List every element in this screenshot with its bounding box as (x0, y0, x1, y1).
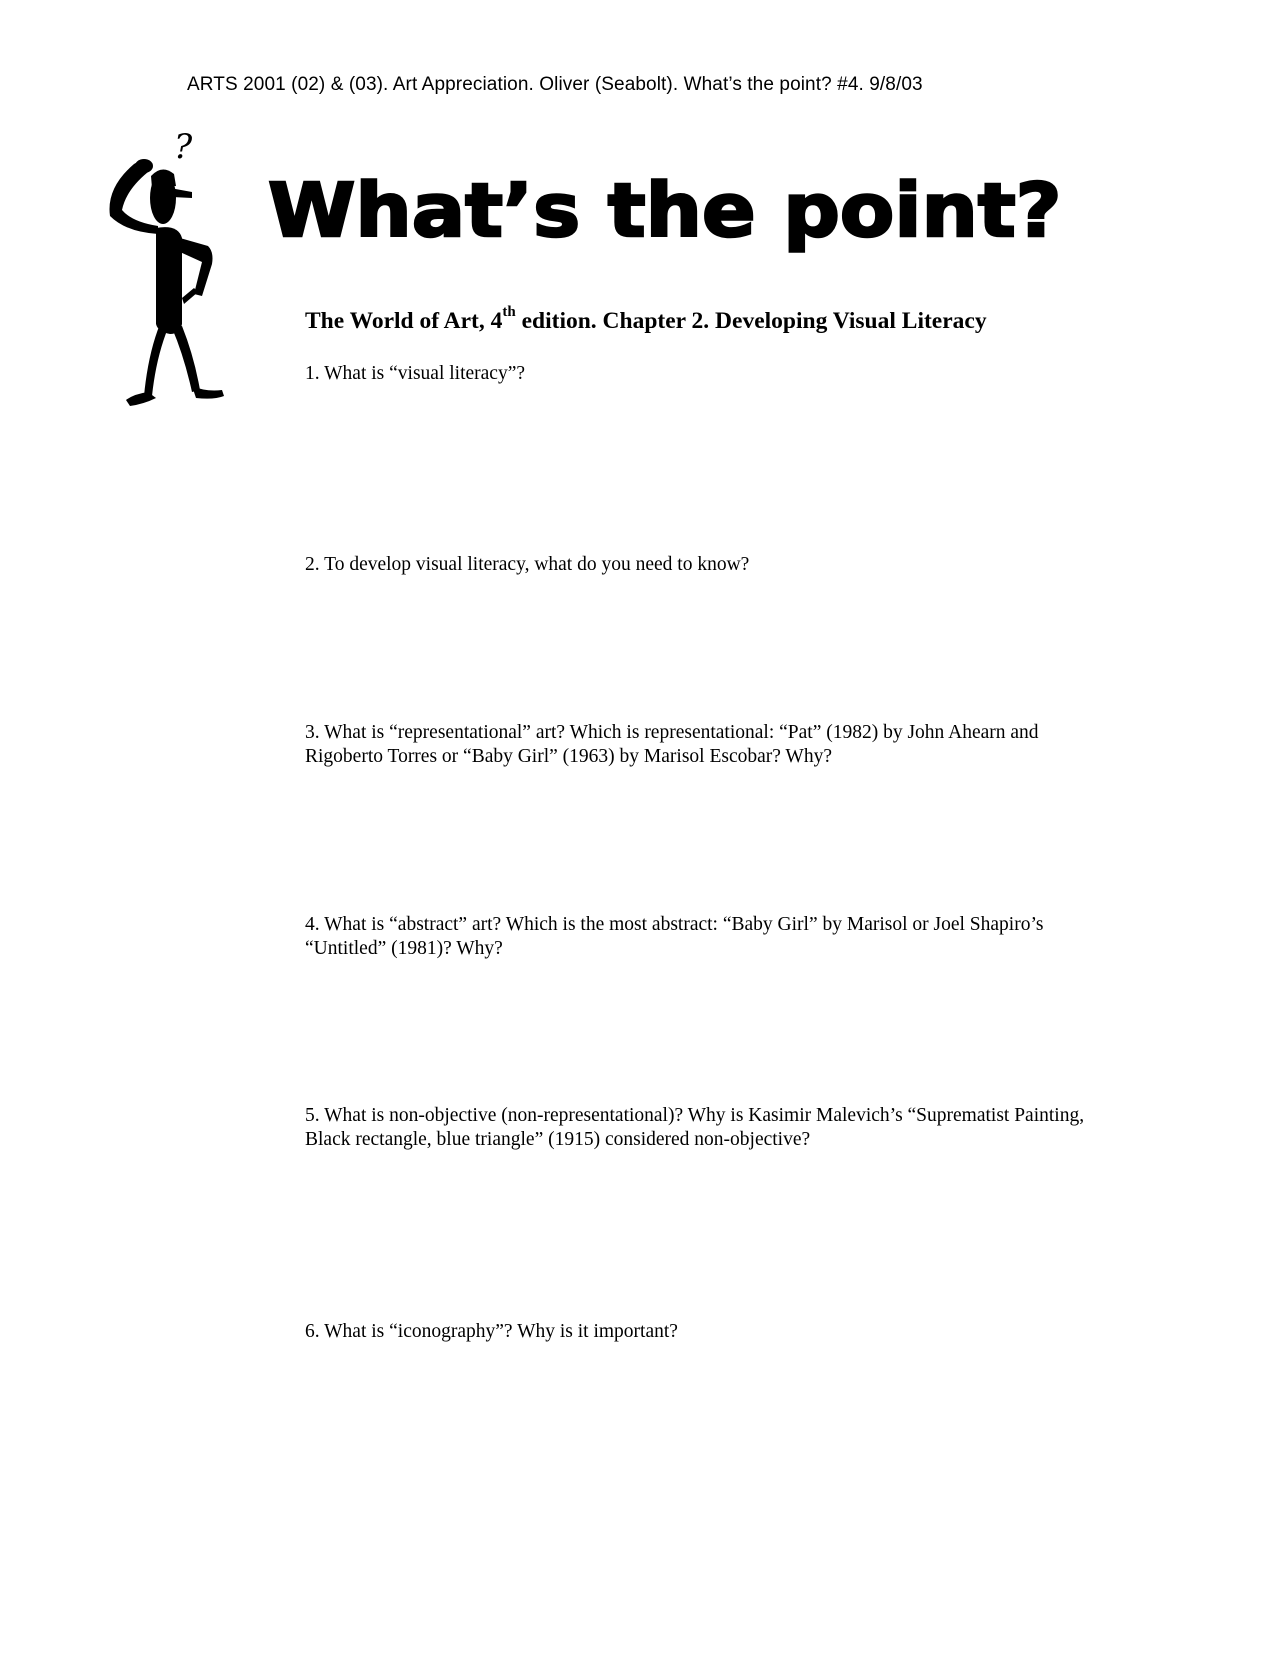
page-title: What’s the point? (268, 168, 1062, 254)
subtitle-superscript: th (502, 304, 516, 320)
subtitle-text-rest: edition. Chapter 2. Developing Visual Literacy (515, 308, 987, 334)
question-mark: ? (174, 128, 193, 167)
question-1: 1. What is “visual literacy”? (305, 363, 526, 384)
question-2: 2. To develop visual literacy, what do you need to know? (305, 554, 750, 575)
course-header: ARTS 2001 (02) & (03). Art Appreciation. Oliver (Seabolt). What’s the point? #4. 9/8/03 (187, 74, 923, 95)
question-4: 4. What is “abstract” art? Which is the most abstract: “Baby Girl” by Marisol or Joel Shapiro’s “Untitled” (1981)? Why? (305, 914, 1044, 959)
question-3: 3. What is “representational” art? Which is representational: “Pat” (1982) by John Ahearn and Rigoberto Torres or “Baby Girl” (1963) by Marisol Escobar? Why? (305, 722, 1039, 767)
chapter-subtitle (305, 304, 987, 335)
thinking-stick-figure-icon (96, 128, 246, 428)
question-5: 5. What is non-objective (non-representational)? Why is Kasimir Malevich’s “Suprematist Painting, Black rectangle, blue triangle” (1915) considered non-objective? (305, 1105, 1085, 1150)
subtitle-text: The World of Art, 4 (305, 308, 503, 334)
question-6: 6. What is “iconography”? Why is it important? (305, 1321, 678, 1342)
